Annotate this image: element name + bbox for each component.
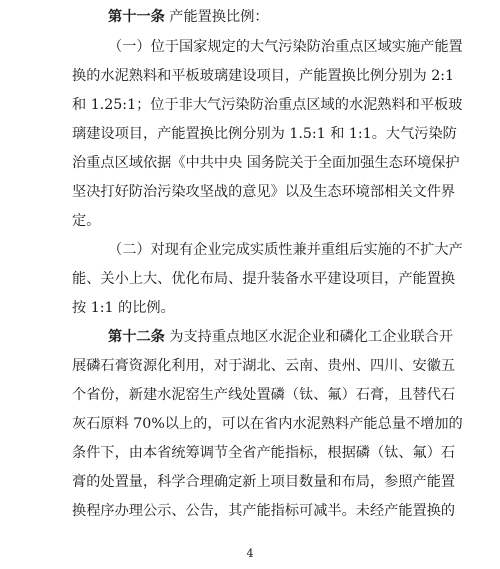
body-text: 展磷石膏资源化利用，对于湖北、云南、贵州、四川、安徽五 bbox=[72, 358, 456, 374]
text-line bbox=[0, 502, 500, 520]
body-text: （二）对现有企业完成实质性兼并重组后实施的不扩大产 bbox=[108, 242, 463, 258]
body-text: 坚决打好防治污染攻坚战的意见》以及生态环境部相关文件界 bbox=[72, 184, 456, 200]
text-line bbox=[0, 154, 500, 172]
body-text: 按 1:1 的比例。 bbox=[72, 300, 175, 316]
body-text: 定。 bbox=[72, 213, 101, 229]
article-heading: 第十一条 bbox=[108, 9, 165, 25]
body-text: 换程序办理公示、公告，其产能指标可减半。未经产能置换的 bbox=[72, 503, 456, 519]
body-text: 个省份，新建水泥窑生产线处置磷（钛、氟）石膏，且替代石 bbox=[72, 387, 456, 403]
body-text: 和 1.25:1；位于非大气污染防治重点区域的水泥熟料和平板玻 bbox=[72, 97, 463, 113]
body-text: 为支持重点地区水泥企业和磷化工企业联合开 bbox=[164, 329, 454, 345]
article-heading: 第十二条 bbox=[108, 329, 165, 345]
text-line bbox=[0, 212, 500, 230]
body-text: 治重点区域依据《中共中央 国务院关于全面加强生态环境保护 bbox=[72, 155, 460, 171]
text-line bbox=[0, 444, 500, 462]
text-line bbox=[0, 67, 500, 85]
text-line bbox=[0, 8, 500, 26]
body-text: 璃建设项目，产能置换比例分别为 1.5:1 和 1:1。大气污染防 bbox=[72, 126, 457, 142]
text-line bbox=[0, 473, 500, 491]
body-text: 换的水泥熟料和平板玻璃建设项目，产能置换比例分别为 2:1 bbox=[72, 68, 455, 84]
text-line bbox=[0, 299, 500, 317]
text-line bbox=[0, 96, 500, 114]
text-line bbox=[0, 415, 500, 433]
body-text: 膏的处置量，科学合理确定新上项目数量和布局，参照产能置 bbox=[72, 474, 456, 490]
text-line bbox=[0, 183, 500, 201]
body-text: 能、关小上大、优化布局、提升装备水平建设项目，产能置换 bbox=[72, 271, 456, 287]
page-number: 4 bbox=[246, 547, 254, 560]
text-line bbox=[0, 386, 500, 404]
text-line bbox=[0, 125, 500, 143]
body-text: 条件下，由本省统筹调节全省产能指标，根据磷（钛、氟）石 bbox=[72, 445, 456, 461]
body-text: 产能置换比例： bbox=[164, 9, 269, 25]
text-line bbox=[0, 270, 500, 288]
text-line bbox=[0, 357, 500, 375]
text-line bbox=[0, 241, 500, 259]
text-line bbox=[0, 38, 500, 56]
text-line bbox=[0, 328, 500, 346]
body-text: 灰石原料 70%以上的，可以在省内水泥熟料产能总量不增加的 bbox=[72, 416, 463, 432]
body-text: （一）位于国家规定的大气污染防治重点区域实施产能置 bbox=[108, 39, 463, 55]
